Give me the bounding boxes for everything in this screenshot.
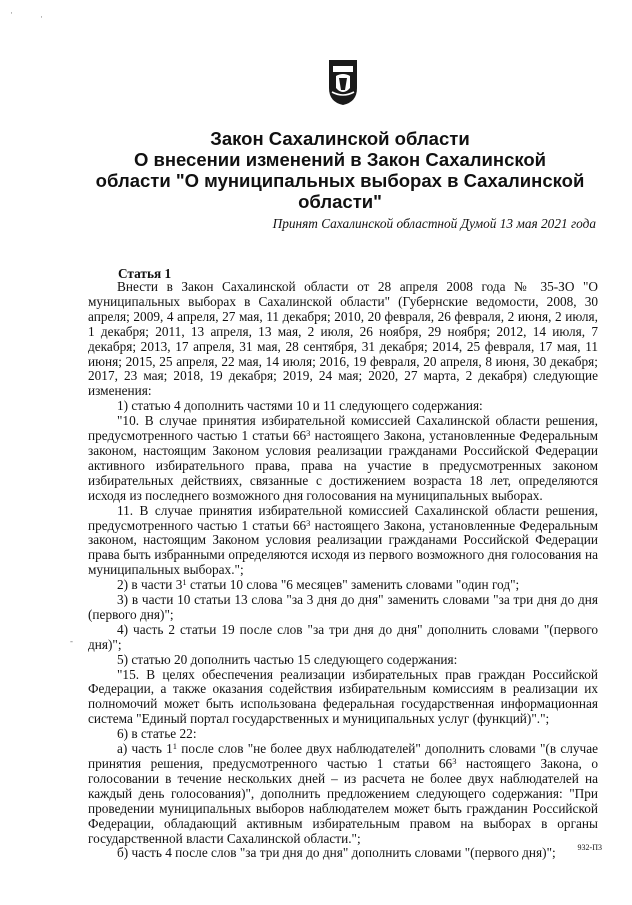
paragraph-item-6: 6) в статье 22: xyxy=(117,726,197,742)
scan-speck: - xyxy=(70,636,73,646)
title-line-4: области" xyxy=(298,191,382,212)
paragraph-item-4: 4) часть 2 статьи 19 после слов "за три дня до дня" дополнить словами "(первого дня)"; xyxy=(88,621,598,652)
title-line-2: О внесении изменений в Закон Сахалинской xyxy=(133,149,547,170)
paragraph-item-6b: б) часть 4 после слов "за три дня до дня" дополнить словами "(первого дня)"; xyxy=(117,845,556,861)
paragraph-item-3: 3) в части 10 статьи 13 слова "за 3 дня до дня" заменить словами "за три дня до дня (первого дня)"; xyxy=(88,592,598,622)
article-heading: Статья 1 xyxy=(118,266,172,281)
title-line-1: Закон Сахалинской области xyxy=(210,128,470,149)
paragraph-item-5: 5) статью 20 дополнить частью 15 следующего содержания: xyxy=(117,651,458,667)
article-body xyxy=(88,280,598,861)
adoption-note: Принят Сахалинской областной Думой 13 мая 2021 года xyxy=(272,216,596,231)
paragraph-intro: Внести в Закон Сахалинской области от 28 апреля 2008 года № 35-ЗО "О муниципальных выборах в Сахалинской области" (Губернские ведомости, 2008, 30 апреля; 2009, 4 апреля, 27 мая, 11 декабря; 2010, 20 февраля, 26 февраля, 2 июня, 2 июля, 1 декабря; 2011, 13 апреля, 13 мая, 2 июля, 26 ноября, 29 ноября; 2012, 14 июля, 7 декабря; 2013, 17 апреля, 31 мая, 28 сентября, 31 декабря; 2014, 25 февраля, 17 мая, 11 июня; 2015, 25 апреля, 22 мая, 14 июля; 2016, 19 февраля, 20 апреля, 8 июня, 30 декабря; 2017, 23 мая; 2018, 19 декабря; 2019, 24 мая; 2020, 27 марта, 2 декабря) следующие изменения: xyxy=(88,279,598,399)
sakhalin-coat-of-arms-icon xyxy=(327,58,359,106)
paragraph-part-10: "10. В случае принятия избирательной комиссией Сахалинской области решения, предусмотренного частью 1 статьи $66^3$ настоящего Закона, установленные Федеральным законом, настоящим Законом условия реализации гражданами Российской Федерации активного избирательного права, права на участие в предусмотренных законом избирательных действиях, связанные с достижением возраста 18 лет, определяются исходя из последнего возможного дня голосования на муниципальных выборах. xyxy=(88,413,598,503)
scan-speck: · xyxy=(40,12,43,22)
paragraph-part-15: "15. В целях обеспечения реализации избирательных прав граждан Российской Федерации, а также оказания содействия избирательным комиссиям в реализации их полномочий может быть использована федеральная государственная информационная система "Единый портал государственных и муниципальных услуг (функций)"."; xyxy=(88,666,598,727)
scan-speck: · xyxy=(10,8,13,18)
paragraph-item-1: 1) статью 4 дополнить частями 10 и 11 следующего содержания: xyxy=(117,398,483,414)
law-title xyxy=(60,128,620,212)
title-line-3: области "О муниципальных выборах в Сахалинской xyxy=(95,170,585,191)
page-code: 932-П3 xyxy=(577,843,602,852)
paragraph-item-6a: а) часть $1^1$ после слов "не более двух наблюдателей" дополнить словами "(в случае принятия решения, предусмотренного частью 1 статьи $66^3$ настоящего Закона, о голосовании в течение нескольких дней – из расчета не более двух наблюдателей на каждый день голосования)", дополнить предложением следующего содержания: "При проведении муниципальных выборов наблюдателем может быть гражданин Российской Федерации, обладающий активным избирательным правом на выборах в органы государственной власти Сахалинской области."; xyxy=(88,741,598,846)
paragraph-part-11: 11. В случае принятия избирательной комиссией Сахалинской области решения, предусмотренного частью 1 статьи $66^3$ настоящего Закона, установленные Федеральным законом, настоящим Законом условия реализации гражданами Российской Федерации права быть избранными определяются исходя из первого возможного дня голосования на муниципальных выборах."; xyxy=(88,502,598,578)
paragraph-item-2: 2) в части $3^1$ статьи 10 слова "6 месяцев" заменить словами "один год"; xyxy=(117,577,520,593)
